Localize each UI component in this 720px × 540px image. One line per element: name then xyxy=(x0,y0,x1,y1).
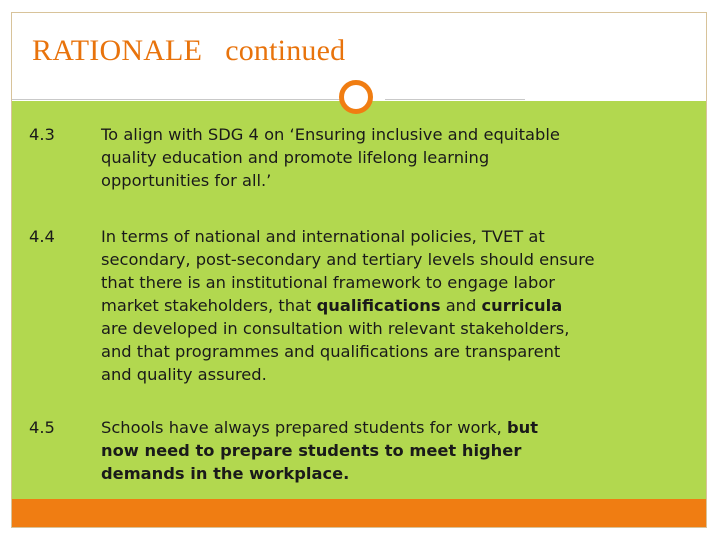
circle-ornament xyxy=(339,80,373,114)
item-text xyxy=(101,416,681,485)
item-text-segment: Schools have always prepared students for work, xyxy=(101,418,507,437)
footer-bar xyxy=(12,499,706,527)
item-text-bold: qualifications xyxy=(316,296,441,315)
slide-title: RATIONALE continued xyxy=(32,34,346,67)
item-text: To align with SDG 4 on ‘Ensuring inclusive and equitable quality education and promote lifelong learning opportunities for all.’ xyxy=(101,125,560,190)
item-number: 4.3 xyxy=(29,125,55,144)
item-text-segment: are developed in consultation with relevant stakeholders, and that programmes and qualifications are transparent and quality assured. xyxy=(101,319,570,384)
content-panel xyxy=(12,101,706,499)
item-text-bold: curricula xyxy=(481,296,563,315)
item-text xyxy=(101,225,681,386)
title-divider-right xyxy=(385,99,525,100)
item-text-bold: but now need to prepare students to meet higher demands in the workplace. xyxy=(101,418,539,483)
item-text-segment: and xyxy=(440,296,482,315)
item-number: 4.5 xyxy=(29,418,55,437)
title-divider-left xyxy=(12,99,342,100)
item-number: 4.4 xyxy=(29,227,55,246)
item-text-segment: In terms of national and international policies, TVET at secondary, post-secondary and tertiary levels should ensure that there is an institutional framework to engage labor market stakeholders, that xyxy=(101,227,595,315)
